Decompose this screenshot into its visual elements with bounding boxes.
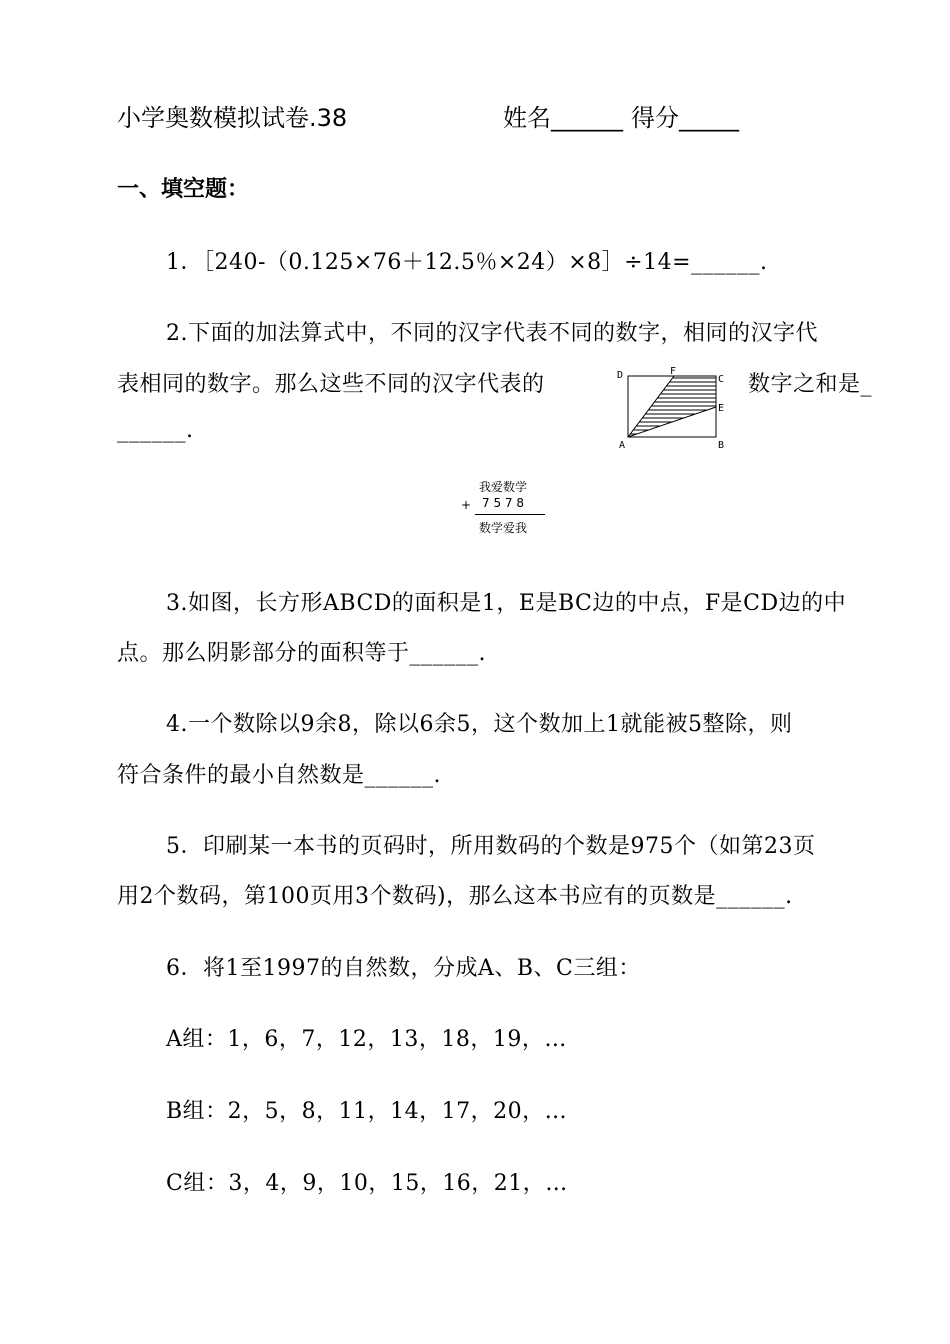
addition-sum-line [475,514,545,515]
question-6-line-1: 6．将1至1997的自然数，分成A、B、C三组： [166,956,641,981]
vertex-label-a: A [619,440,626,450]
question-2-line-2b: 数字之和是_ [748,372,873,397]
addition-top-row: 我爱数学 [479,480,528,494]
page-title: 小学奥数模拟试卷.38 [117,104,348,132]
question-5-line-2: 用2个数码，第100页用3个数码)，那么这本书应有的页数是______. [117,884,793,909]
question-2-line-3: ______. [117,418,194,443]
vertex-label-f: F [670,366,677,377]
addition-plus-sign: + [461,498,472,512]
vertex-label-d: D [617,370,624,381]
vertex-label-b: B [718,440,725,450]
vertex-label-e: E [718,403,725,414]
question-3-line-1: 3.如图，长方形ABCD的面积是1，E是BC边的中点，F是CD边的中 [166,591,847,616]
group-c-list: C组：3，4，9，10，15，16，21，… [166,1171,568,1196]
question-2-line-2a: 表相同的数字。那么这些不同的汉字代表的 [117,372,545,397]
group-a-list: A组：1，6，7，12，13，18，19，… [166,1027,567,1052]
addition-result-row: 数学爱我 [479,521,528,535]
question-1: 1．［240-（0.125×76＋12.5％×24）×8］÷14=______. [166,250,768,275]
rectangle-figure [612,364,742,450]
addition-addend: 7 5 7 8 [482,496,524,510]
question-3-line-2: 点。那么阴影部分的面积等于______. [117,641,486,666]
name-field-label: 姓名______ [503,104,623,132]
question-2-line-1: 2.下面的加法算式中，不同的汉字代表不同的数字，相同的汉字代 [166,321,818,346]
group-b-list: B组：2，5，8，11，14，17，20，… [166,1099,568,1124]
question-4-line-1: 4.一个数除以9余8，除以6余5，这个数加上1就能被5整除，则 [166,712,793,737]
question-5-line-1: 5．印刷某一本书的页码时，所用数码的个数是975个（如第23页 [166,834,816,859]
question-4-line-2: 符合条件的最小自然数是______. [117,763,441,788]
score-field-label: 得分_____ [631,104,739,132]
vertex-label-c: C [718,374,725,385]
section-heading: 一、填空题： [117,177,250,202]
